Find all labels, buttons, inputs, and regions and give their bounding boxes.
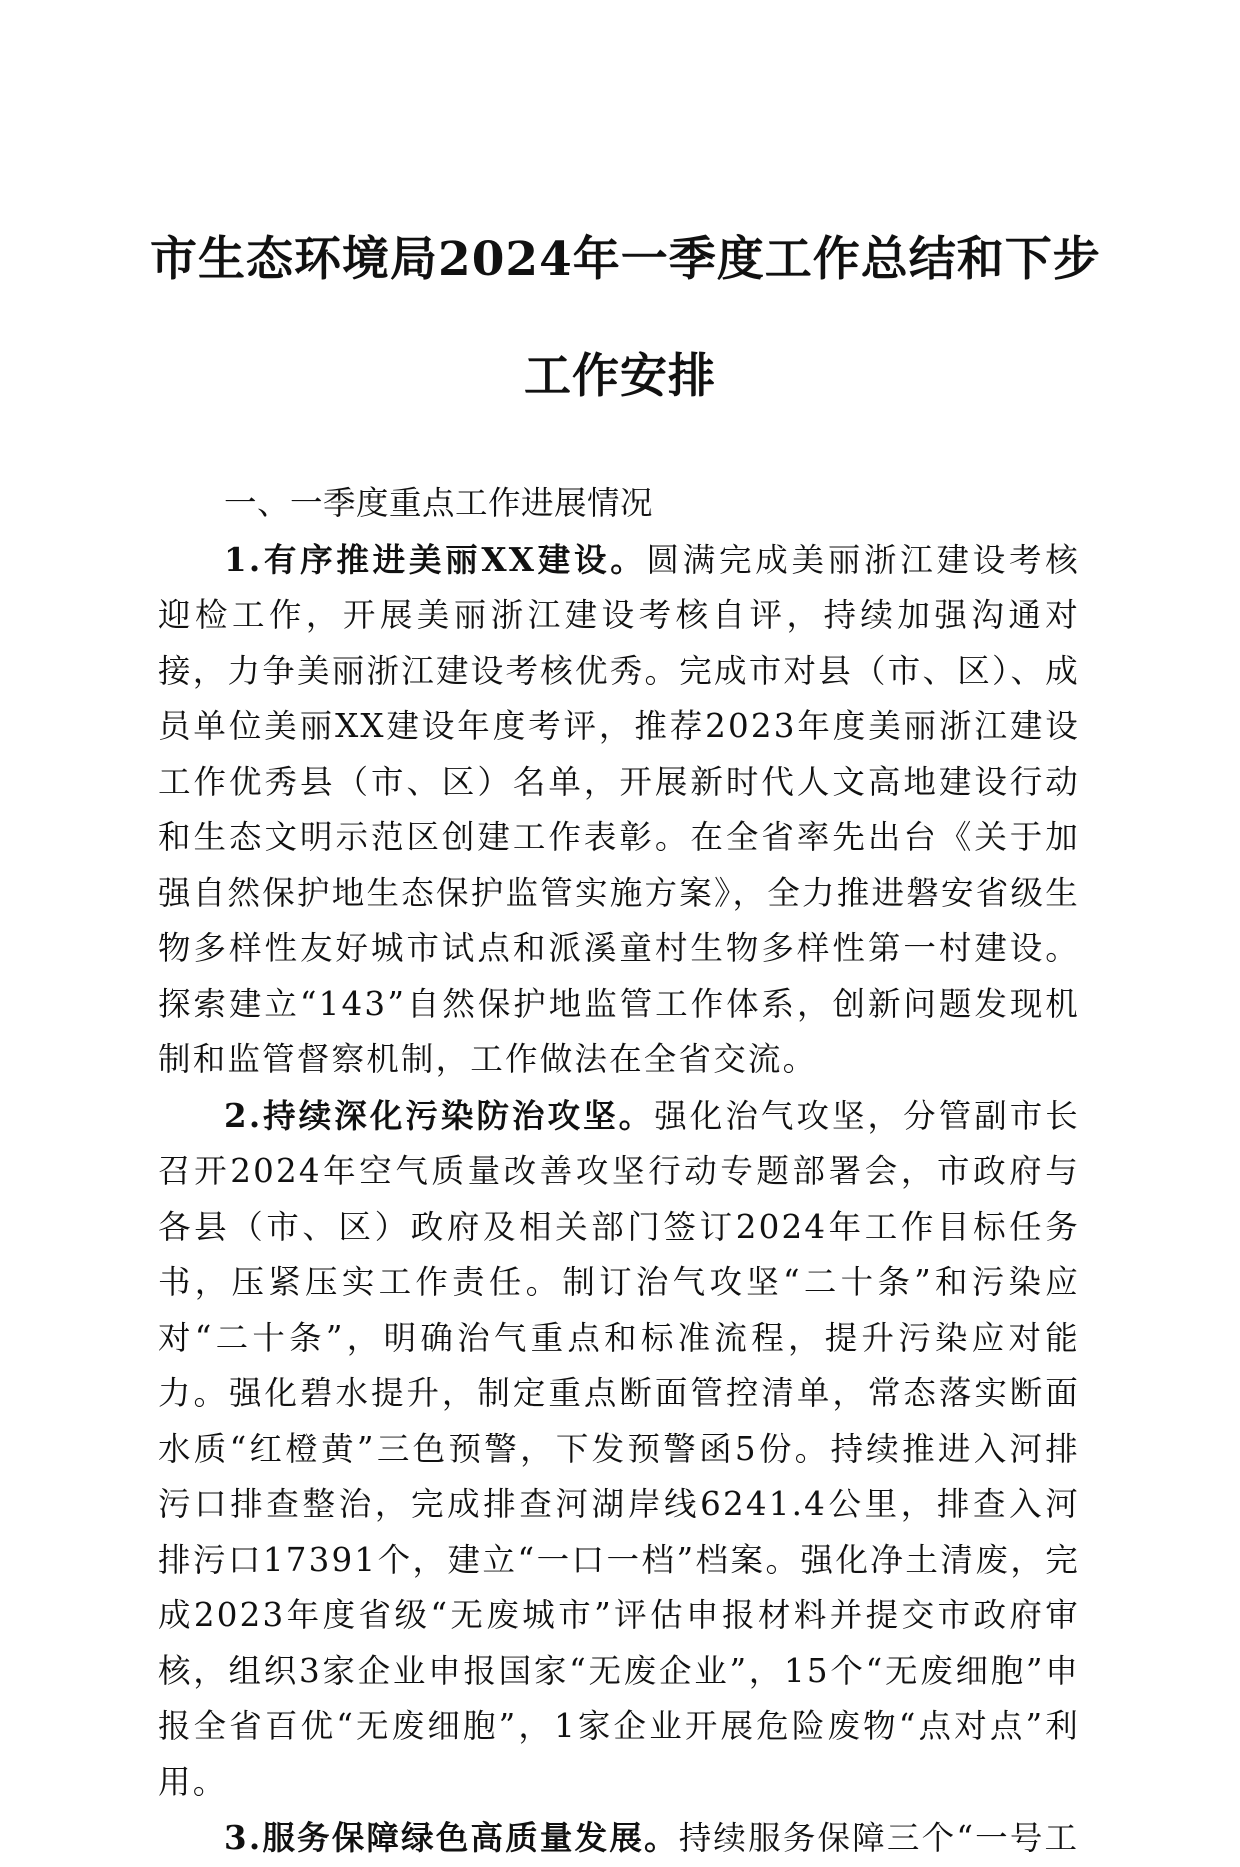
document-body <box>158 476 1080 1867</box>
paragraph-3 <box>158 1810 1080 1867</box>
section-heading: 一、一季度重点工作进展情况 <box>224 484 654 522</box>
paragraph-2-text: 强化治气攻坚，分管副市长召开2024年空气质量改善攻坚行动专题部署会，市政府与各县（市、区）政府及相关部门签订2024年工作目标任务书，压紧压实工作责任。制订治气攻坚“二十条”和污染应对“二十条”，明确治气重点和标准流程，提升污染应对能力。强化碧水提升，制定重点断面管控清单，常态落实断面水质“红橙黄”三色预警，下发预警函5份。持续推进入河排污口排查整治，完成排查河湖岸线6241.4公里，排查入河排污口17391个，建立“一口一档”档案。强化净土清废，完成2023年度省级“无废城市”评估申报材料并提交市政府审核，组织3家企业申报国家“无废企业”，15个“无废细胞”申报全省百优“无废细胞”，1家企业开展危险废物“点对点”利用。 <box>158 1096 1081 1801</box>
document-title-line-2: 工作安排 <box>524 349 716 404</box>
paragraph-1-lead: 1.有序推进美丽XX建设。 <box>224 539 647 579</box>
paragraph-2-lead: 2.持续深化污染防治攻坚。 <box>224 1095 655 1135</box>
paragraph-1-text: 圆满完成美丽浙江建设考核迎检工作，开展美丽浙江建设考核自评，持续加强沟通对接，力争美丽浙江建设考核优秀。完成市对县（市、区）、成员单位美丽XX建设年度考评，推荐2023年度美丽浙江建设工作优秀县（市、区）名单，开展新时代人文高地建设行动和生态文明示范区创建工作表彰。在全省率先出台《关于加强自然保护地生态保护监管实施方案》，全力推进磐安省级生物多样性友好城市试点和派溪童村生物多样性第一村建设。探索建立“143”自然保护地监管工作体系，创新问题发现机制和监管督察机制，工作做法在全省交流。 <box>158 540 1080 1078</box>
document-title-line-1: 市生态环境局2024年一季度工作总结和下步 <box>150 232 1101 287</box>
paragraph-2 <box>158 1088 1080 1811</box>
paragraph-1 <box>158 532 1080 1088</box>
paragraph-3-text: 持续服务保障三个“一号工 <box>678 1819 1080 1857</box>
paragraph-3-lead: 3.服务保障绿色高质量发展。 <box>224 1818 679 1857</box>
